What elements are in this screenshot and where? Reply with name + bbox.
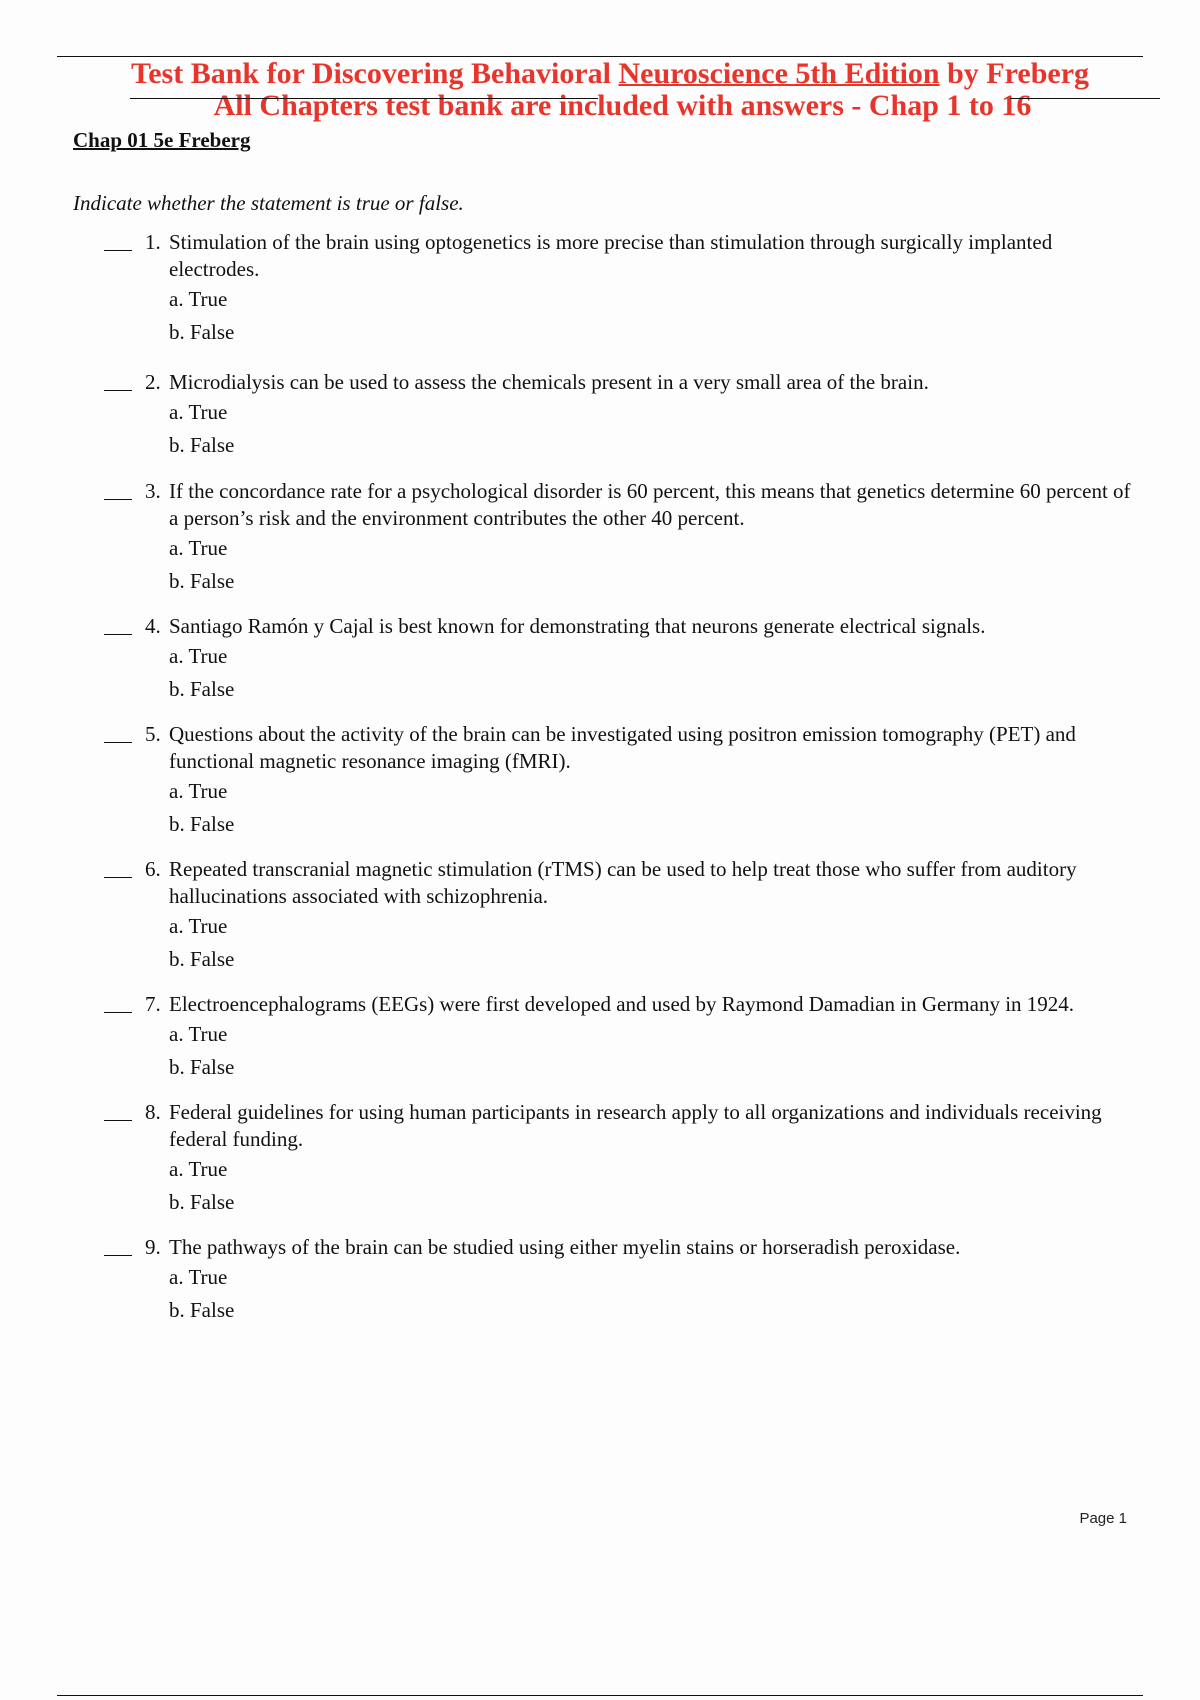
option-true: a. True — [169, 1157, 228, 1181]
answer-blank[interactable] — [104, 369, 132, 391]
title-text: Test Bank for Discovering Behavioral — [130, 57, 619, 90]
question-options — [169, 396, 1200, 462]
option-false: b. False — [169, 320, 235, 344]
question-text: Questions about the activity of the brain can be investigated using positron emission tomography (PET) and functional magnetic resonance imaging (fMRI). — [169, 722, 1076, 773]
question-item — [0, 1234, 1200, 1327]
option-false: b. False — [169, 1190, 235, 1214]
question-options — [169, 775, 1200, 841]
option-true: a. True — [169, 536, 228, 560]
question-item — [0, 613, 1200, 706]
option-true: a. True — [169, 1265, 228, 1289]
option-false: b. False — [169, 569, 235, 593]
option-false: b. False — [169, 1055, 235, 1079]
question-item — [0, 369, 1200, 462]
question-number: 1. — [145, 230, 161, 254]
question-item — [0, 229, 1200, 349]
question-text: Microdialysis can be used to assess the chemicals present in a very small area of the brain. — [169, 370, 929, 394]
question-text: If the concordance rate for a psychological disorder is 60 percent, this means that genetics determine 60 percent of a person’s risk and the environment contributes the other 40 percent. — [169, 479, 1131, 530]
question-options — [169, 1018, 1200, 1084]
question-options — [169, 283, 1200, 349]
question-number: 3. — [145, 479, 161, 503]
question-text: The pathways of the brain can be studied using either myelin stains or horseradish peroxidase. — [169, 1235, 961, 1259]
answer-blank[interactable] — [104, 478, 132, 500]
question-text: Federal guidelines for using human participants in research apply to all organizations and individuals receiving federal funding. — [169, 1100, 1102, 1151]
option-false: b. False — [169, 812, 235, 836]
question-number: 2. — [145, 370, 161, 394]
question-text: Stimulation of the brain using optogenetics is more precise than stimulation through surgically implanted electrodes. — [169, 230, 1053, 281]
option-true: a. True — [169, 1022, 228, 1046]
answer-blank[interactable] — [104, 613, 132, 635]
document-title — [20, 58, 1200, 90]
option-false: b. False — [169, 1298, 235, 1322]
question-number: 6. — [145, 857, 161, 881]
question-options — [169, 1153, 1200, 1219]
question-options — [169, 910, 1200, 976]
option-false: b. False — [169, 433, 235, 457]
title-link-text: Neuroscience 5th Edition — [618, 57, 940, 90]
question-number: 5. — [145, 722, 161, 746]
question-list — [0, 229, 1200, 1327]
option-true: a. True — [169, 779, 228, 803]
question-options — [169, 1261, 1200, 1327]
option-true: a. True — [169, 400, 228, 424]
option-true: a. True — [169, 287, 228, 311]
option-false: b. False — [169, 677, 235, 701]
answer-blank[interactable] — [104, 991, 132, 1013]
question-item — [0, 721, 1200, 841]
question-number: 9. — [145, 1235, 161, 1259]
question-item — [0, 991, 1200, 1084]
question-number: 7. — [145, 992, 161, 1016]
question-text: Repeated transcranial magnetic stimulation (rTMS) can be used to help treat those who suffer from auditory hallucinations associated with schizophrenia. — [169, 857, 1077, 908]
question-options — [169, 640, 1200, 706]
title-rule-right — [1010, 98, 1160, 99]
chapter-label: Chap 01 5e Freberg — [73, 128, 251, 152]
option-true: a. True — [169, 914, 228, 938]
question-text: Santiago Ramón y Cajal is best known for demonstrating that neurons generate electrical signals. — [169, 614, 986, 638]
answer-blank[interactable] — [104, 721, 132, 743]
page-number: Page 1 — [1079, 1510, 1127, 1527]
answer-blank[interactable] — [104, 1099, 132, 1121]
question-number: 4. — [145, 614, 161, 638]
question-options — [169, 532, 1200, 598]
question-item — [0, 856, 1200, 976]
bottom-rule — [57, 1695, 1143, 1696]
question-item — [0, 1099, 1200, 1219]
question-text: Electroencephalograms (EEGs) were first developed and used by Raymond Damadian in Germany in 1924. — [169, 992, 1075, 1016]
instructions: Indicate whether the statement is true or false. — [73, 191, 464, 215]
title-rule-left — [130, 98, 598, 99]
option-false: b. False — [169, 947, 235, 971]
answer-blank[interactable] — [104, 1234, 132, 1256]
document-subtitle: All Chapters test bank are included with answers - Chap 1 to 16 — [213, 89, 1032, 122]
question-item — [0, 478, 1200, 598]
question-number: 8. — [145, 1100, 161, 1124]
option-true: a. True — [169, 644, 228, 668]
title-text-end: by Freberg — [939, 57, 1090, 90]
document-header — [0, 58, 1200, 122]
answer-blank[interactable] — [104, 856, 132, 878]
answer-blank[interactable] — [104, 229, 132, 251]
